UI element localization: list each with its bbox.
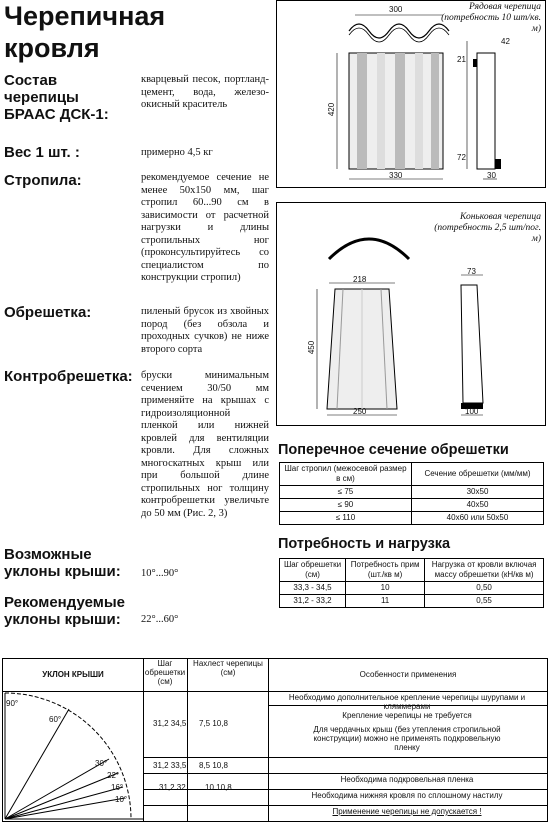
table-cell: 33,3 - 34,5	[280, 582, 346, 595]
ridge-tile-drawing	[277, 203, 545, 425]
slopes-recommended-text: 22°...60°	[141, 614, 179, 625]
slope-col2: Шаг обрешетки (см)	[143, 659, 188, 692]
slopes-recommended-label: Рекомендуемые уклоны крыши:	[4, 594, 125, 628]
page-title: Черепичная кровля	[4, 1, 166, 63]
row1-step: 31,2 34,5	[153, 719, 187, 728]
ridge-dim-left: 450	[307, 340, 317, 355]
table-cell: 31,2 - 33,2	[280, 595, 346, 608]
ridge-dim-side-bottom: 100	[465, 407, 479, 416]
row-dim-small2: 21	[457, 55, 466, 64]
ridge-dim-bottom: 250	[353, 407, 367, 416]
row3-step: 31,2 32	[159, 783, 186, 792]
row-dim-small1: 42	[501, 37, 510, 46]
slopes-possible-text: 10°...90°	[141, 568, 179, 579]
slope-col1: УКЛОН КРЫШИ	[3, 659, 144, 692]
note-1: Необходимо дополнительное крепление черепицы шурупами и кляммерами	[288, 693, 526, 711]
needs-table	[279, 558, 544, 608]
cross-col2: Сечение обрешетки (мм/мм)	[412, 463, 544, 486]
row2-step: 31,2 33,5	[153, 761, 187, 770]
row3-overlap: 10 10,8	[205, 783, 232, 792]
slopes-possible-label: Возможные уклоны крыши:	[4, 546, 121, 580]
table-cell: 30х50	[412, 486, 544, 499]
slope-col3: Нахлест черепицы (см)	[188, 659, 269, 692]
row-tile-caption: Рядовая черепица (потребность 10 шт/кв. м)	[441, 2, 541, 34]
table-cell: 11	[346, 595, 425, 608]
ridge-tile-figure	[276, 202, 546, 426]
row1-overlap: 7,5 10,8	[199, 719, 228, 728]
cross-section-table	[279, 462, 544, 525]
table-row	[280, 499, 544, 512]
row-dim-small3: 72	[457, 153, 466, 162]
table-cell: 0,50	[425, 582, 544, 595]
row-dim-left: 420	[327, 102, 337, 117]
needs-heading: Потребность и нагрузка	[278, 536, 451, 552]
ridge-dim-side-top: 73	[467, 267, 476, 276]
table-cell: ≤ 110	[280, 512, 412, 525]
note-5: Необходима нижняя кровля по сплошному настилу	[311, 791, 503, 800]
counter-text: бруски минимальным сечением 30/50 мм применяйте на крышах с гидроизоляционной пленкой или нижней кровлей для вентиляции кровли. Для сложных многоскатных крыш или при большой длине стропильных ног толщину контробрешетки увеличьте до 50 мм (Рис. 2, 3)	[141, 370, 269, 519]
table-cell: 40х50	[412, 499, 544, 512]
note-4: Необходима подкровельная пленка	[340, 775, 474, 784]
table-cell: 40х60 или 50х50	[412, 512, 544, 525]
rafters-label: Стропила:	[4, 172, 82, 189]
table-row	[280, 582, 544, 595]
row-dim-small4: 30	[487, 171, 496, 180]
battens-label: Обрешетка:	[4, 304, 92, 321]
slope-col4: Особенности применения	[269, 659, 547, 692]
row2-overlap: 8,5 10,8	[199, 761, 228, 770]
needs-col1: Шаг обрешетки (см)	[280, 559, 346, 582]
battens-text: пиленый брусок из хвойных пород (без обзола и проходных сучков) не ниже второго сорта	[141, 306, 269, 355]
cross-section-heading: Поперечное сечение обрешетки	[278, 442, 509, 458]
row-dim-bottom: 330	[389, 171, 403, 180]
note-3: Для чердачных крыш (без утепления стропильной конструкции) можно не применять подкровельную пленку	[313, 725, 501, 752]
table-row	[280, 486, 544, 499]
ridge-dim-top: 218	[353, 275, 367, 284]
table-cell: 0,55	[425, 595, 544, 608]
note-2: Крепление черепицы не требуется	[342, 711, 472, 720]
composition-text: кварцевый песок, портланд-цемент, вода, железо-окисный краситель	[141, 74, 269, 110]
weight-text: примерно 4,5 кг	[141, 147, 213, 158]
needs-col2: Потребность прим (шт./кв м)	[346, 559, 425, 582]
row-tile-drawing	[277, 1, 545, 187]
angle-10-label: 10°	[115, 795, 128, 804]
row-dim-top: 300	[389, 5, 403, 14]
angle-16-label: 16°	[111, 783, 124, 792]
cross-col1: Шаг стропил (межосевой размер в см)	[280, 463, 412, 486]
table-cell: ≤ 90	[280, 499, 412, 512]
rafters-text: рекомендуемое сечение не менее 50х150 мм, шаг стропил 60...90 см в зависимости от расчетной нагрузки и длины стропильных ног (проконсультируйтесь со специалистом по конструкции стропил)	[141, 172, 269, 283]
table-row	[280, 512, 544, 525]
needs-col3: Нагрузка от кровли включая массу обрешетки (кН/кв м)	[425, 559, 544, 582]
angle-90-label: 90°	[6, 699, 19, 708]
angle-60-label: 60°	[49, 715, 62, 724]
counter-label: Контробрешетка:	[4, 368, 133, 385]
table-row	[280, 595, 544, 608]
table-cell: ≤ 75	[280, 486, 412, 499]
angle-30-label: 30°	[95, 759, 108, 768]
weight-label: Вес 1 шт. :	[4, 144, 80, 161]
row-tile-figure	[276, 0, 546, 188]
composition-label: Состав черепицы БРААС ДСК-1:	[4, 72, 109, 123]
angle-22-label: 22°	[107, 771, 120, 780]
slope-table	[2, 658, 548, 822]
ridge-tile-caption: Коньковая черепица (потребность 2,5 шт/пог. м)	[434, 212, 541, 244]
table-cell: 10	[346, 582, 425, 595]
note-6: Применение черепицы не допускается !	[332, 807, 482, 816]
